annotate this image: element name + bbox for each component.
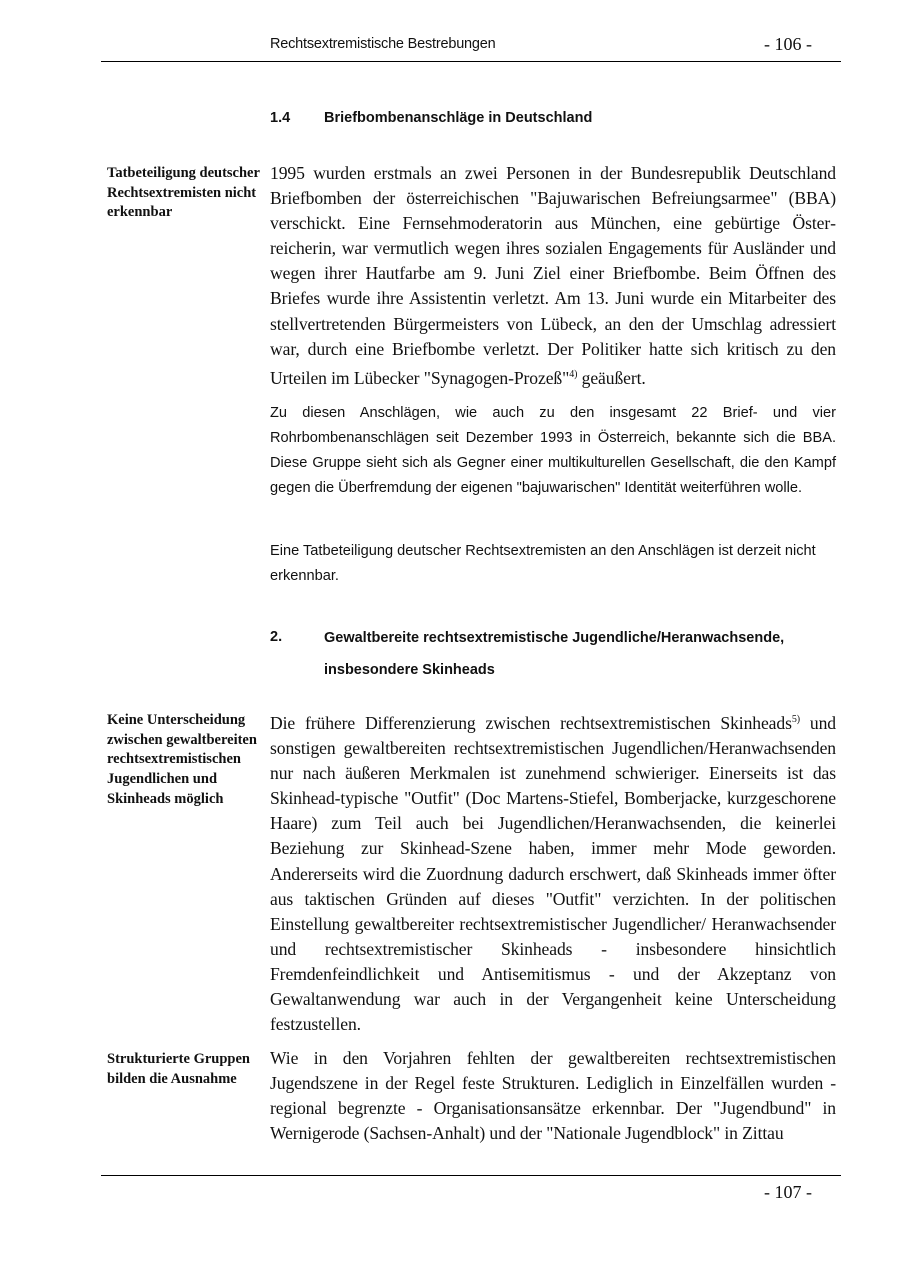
footnote-marker-5: 5) xyxy=(791,714,800,725)
paragraph-tatbeteiligung: Eine Tatbeteiligung deutscher Rechtsextremisten an den Anschlägen ist derzeit nicht erkennbar. xyxy=(270,543,816,584)
footer-page-number: - 107 - xyxy=(764,1182,812,1202)
margin-note-keine-unterscheidung: Keine Unterscheidung zwischen gewaltbereiten rechtsextremistischen Jugendlichen und Skinheads möglich xyxy=(107,712,257,807)
section-number: 2. xyxy=(270,629,283,645)
paragraph-differenzierung xyxy=(270,707,836,1037)
section-title-line-1: Gewaltbereite rechtsextremistische Jugendliche/Heranwachsende, xyxy=(324,630,785,646)
paragraph-text-end: und sonstigen gewaltbereiten rechtsextremistischen Jugendlichen/Heranwachsenden nur nach äußeren Merkmalen ist zunehmend schwieriger. Einerseits ist das Skinhead-typische "Outfit" (Doc Martens-Stiefel, Bomberjacke, kurzgeschorene Haare) zum Teil auch bei Jugendlichen/Heranwachsenden, die keinerlei Beziehung zur Skinhead-Szene haben, immer mehr Mode geworden. Andererseits wird die Zuordnung dadurch erschwert, daß Skinheads immer öfter aus taktischen Gründen auf dieses "Outfit" verzichten. In der politischen Einstellung gewaltbereiter rechtsextremistischer Jugendlicher/ Heranwachsender und rechtsextremistischer Skinheads - insbesondere hinsichtlich Fremdenfeindlichkeit und Antisemitismus - und der Akzeptanz von Gewaltanwendung war auch in der Vergangenheit keine Unterscheidung festzustellen. xyxy=(270,713,836,1035)
footnote-marker-4: 4) xyxy=(569,368,578,380)
margin-note-strukturierte-gruppen: Strukturierte Gruppen bilden die Ausnahme xyxy=(107,1051,250,1087)
paragraph-text-end: geäußert. xyxy=(577,367,646,388)
paragraph-text: 1995 wurden erstmals an zwei Personen in der Bundesrepublik Deutschland Briefbomben der österreichischen "Bajuwarischen Befreiungsarmee" (BBA) verschickt. Eine Fernsehmoderatorin aus München, eine gebürtige Österreicherin, war vermutlich wegen ihres sozialen Engagements für Ausländer und wegen ihrer Hautfarbe am 9. Juni Ziel einer Briefbombe. Beim Öffnen des Briefes wurde ihre Assistentin verletzt. Am 13. Juni wurde ein Mitarbeiter des stellvertretenden Bürgermeisters von Lübeck, an den der Umschlag adressiert war, durch eine Briefbombe verletzt. Der Politiker hatte sich kritisch zu den Urteilen im Lübecker "Synagogen-Prozeß" xyxy=(270,163,836,388)
running-header-title: Rechtsextremistische Bestrebungen xyxy=(270,36,496,52)
header-rule xyxy=(101,61,841,62)
margin-note-tatbeteiligung: Tatbeteiligung deutscher Rechtsextremisten nicht erkennbar xyxy=(107,165,260,221)
section-title: Briefbombenanschläge in Deutschland xyxy=(324,110,593,126)
paragraph-briefbomben xyxy=(270,161,836,391)
paragraph-bba: Zu diesen Anschlägen, wie auch zu den insgesamt 22 Brief- und vier Rohrbombenanschlägen seit Dezember 1993 in Österreich, bekannte sich die BBA. Diese Gruppe sieht sich als Gegner einer multikulturellen Gesellschaft, die den Kampf gegen die Überfremdung der eigenen "bajuwarischen" Identität weiterführen wolle. xyxy=(270,405,836,496)
footer-rule xyxy=(101,1175,841,1176)
header-page-number: - 106 - xyxy=(764,34,812,54)
paragraph-strukturen: Wie in den Vorjahren fehlten der gewaltbereiten rechtsextremistischen Jugendszene in der Regel feste Strukturen. Lediglich in Einzelfällen wurden - regional begrenzte - Organisationsansätze erkennbar. Der "Jugendbund" in Wernigerode (Sachsen-Anhalt) und der "Nationale Jugendblock" in Zittau xyxy=(270,1048,836,1144)
section-title-line-2: insbesondere Skinheads xyxy=(324,662,495,678)
section-number: 1.4 xyxy=(270,110,291,126)
paragraph-text: Die frühere Differenzierung zwischen rechtsextremistischen Skinheads xyxy=(270,713,792,733)
